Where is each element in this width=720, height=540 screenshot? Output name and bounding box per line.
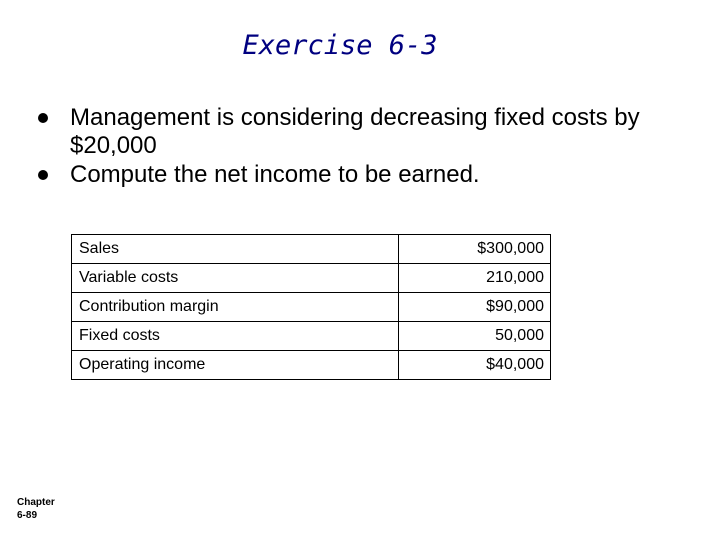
bullet-dot-icon: [38, 113, 48, 123]
bullet-item: [30, 104, 670, 160]
income-table: [71, 234, 551, 380]
row-amount: $300,000: [399, 235, 551, 264]
bullet-text: Management is considering decreasing fixed costs by $20,000: [70, 104, 640, 159]
table-row: [72, 351, 551, 380]
row-amount: $40,000: [399, 351, 551, 380]
bullet-text: Compute the net income to be earned.: [70, 161, 480, 188]
bullet-dot-icon: [38, 170, 48, 180]
footer-page-number: 6-89: [17, 510, 38, 521]
chapter-footer: [17, 496, 55, 522]
bullet-item: [30, 161, 670, 189]
table-row: [72, 293, 551, 322]
row-label: Contribution margin: [72, 293, 399, 322]
row-label: Operating income: [72, 351, 399, 380]
row-amount: $90,000: [399, 293, 551, 322]
row-amount: 210,000: [399, 264, 551, 293]
row-label: Sales: [72, 235, 399, 264]
bullet-list: [30, 104, 670, 190]
table-row: [72, 235, 551, 264]
row-label: Variable costs: [72, 264, 399, 293]
slide-title: Exercise 6-3: [242, 30, 438, 61]
row-label: Fixed costs: [72, 322, 399, 351]
table-row: [72, 264, 551, 293]
footer-chapter-label: Chapter: [17, 497, 55, 508]
table-row: [72, 322, 551, 351]
row-amount: 50,000: [399, 322, 551, 351]
